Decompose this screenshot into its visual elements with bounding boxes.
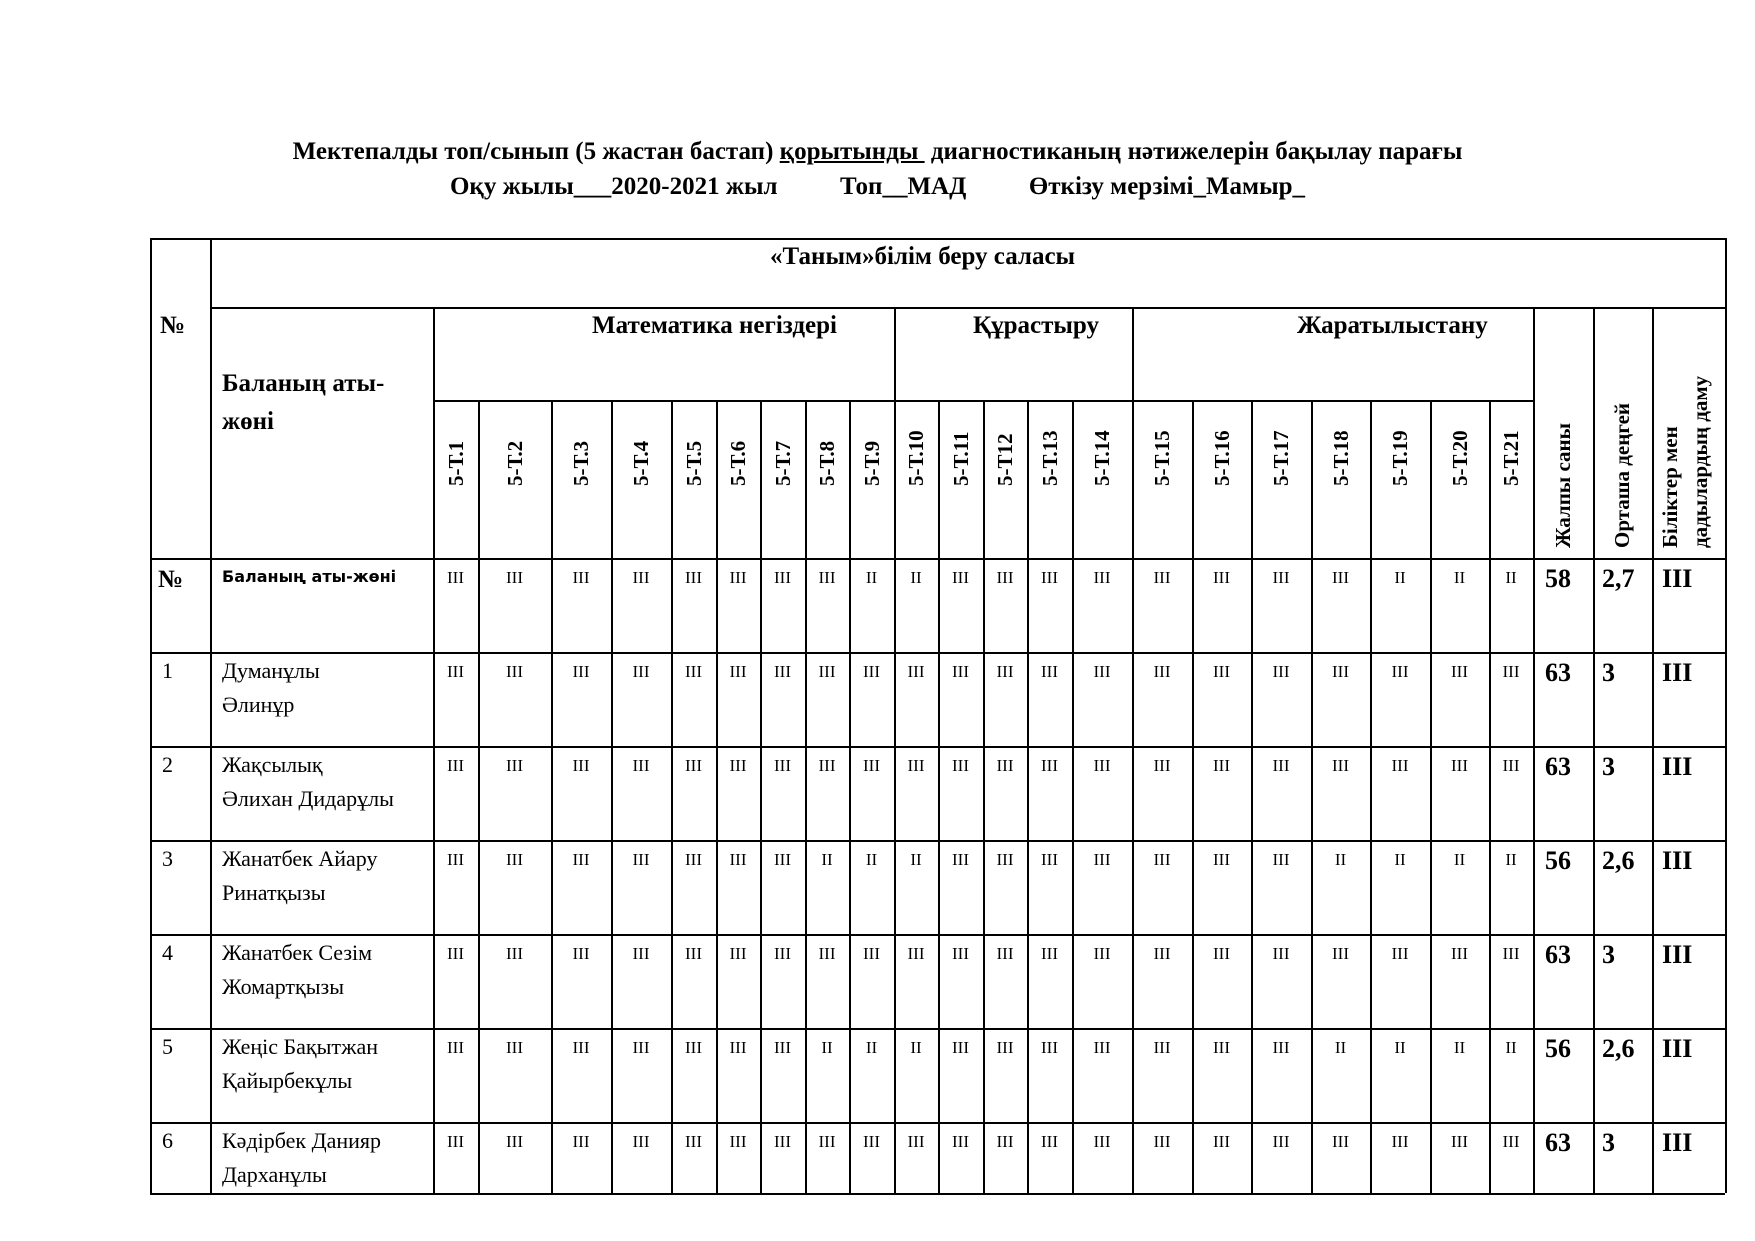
mark-cell: III — [996, 756, 1014, 775]
mark-cell: III — [632, 850, 650, 869]
test-code-header: 5-Т.11 — [948, 431, 973, 486]
mark-cell: III — [506, 756, 523, 775]
mark-cell: II — [865, 568, 878, 587]
mark-cell: II — [1334, 850, 1347, 869]
row-no: 2 — [162, 752, 173, 777]
mark-cell: II — [910, 1038, 922, 1057]
mark-cell: III — [1502, 662, 1520, 681]
row-level: III — [1662, 1128, 1693, 1157]
test-code-header: 5-Т.2 — [502, 440, 527, 486]
mark-cell: III — [907, 944, 925, 963]
mark-cell: III — [447, 944, 464, 963]
mark-cell: III — [952, 1132, 969, 1151]
group-header-math: Математика негіздері — [592, 312, 837, 339]
grid-line — [1027, 400, 1029, 1193]
area-header: «Таным»білім беру саласы — [770, 243, 1076, 270]
grid-line — [1251, 400, 1253, 1193]
mark-cell: III — [447, 756, 464, 775]
grid-line — [210, 238, 212, 1193]
test-code-header: 5-Т.3 — [569, 440, 593, 486]
no-header: № — [160, 312, 186, 339]
row-level: III — [1662, 846, 1693, 875]
mark-cell: III — [572, 662, 590, 681]
mark-cell: III — [818, 756, 836, 775]
mark-cell: III — [1041, 850, 1058, 869]
group-header-construct: Құрастыру — [973, 312, 1100, 339]
grid-line — [1370, 400, 1372, 1193]
mark-cell: III — [1502, 756, 1520, 775]
mark-cell: II — [1394, 568, 1406, 587]
mark-cell: II — [1453, 850, 1466, 869]
mark-cell: II — [1505, 568, 1517, 587]
mark-cell: III — [1093, 1038, 1111, 1057]
total-header: Жалпы саны — [1551, 422, 1575, 548]
mark-cell: III — [1093, 850, 1111, 869]
mark-cell: III — [1502, 944, 1520, 963]
row-level: III — [1662, 940, 1693, 969]
mark-cell: III — [506, 662, 523, 681]
test-code-header: 5-Т.6 — [726, 440, 750, 486]
row-name-line2: Дарханұлы — [222, 1162, 327, 1187]
mark-cell: III — [447, 662, 464, 681]
mark-cell: II — [1394, 850, 1406, 869]
mark-cell: III — [1153, 1038, 1171, 1057]
mark-cell: III — [863, 1132, 880, 1151]
test-code-header: 5-Т.8 — [815, 440, 839, 486]
mark-cell: III — [1041, 1038, 1058, 1057]
mark-cell: III — [632, 756, 650, 775]
row-name-line1: Кәдірбек Данияр — [222, 1128, 382, 1153]
mark-cell: II — [1334, 1038, 1347, 1057]
mark-cell: III — [572, 1132, 590, 1151]
sheet-title — [0, 137, 1755, 167]
grid-line — [849, 400, 851, 1193]
row-no: 5 — [162, 1034, 173, 1059]
mark-cell: II — [1505, 850, 1517, 869]
mark-cell: III — [1041, 568, 1058, 587]
mark-cell: III — [1093, 756, 1111, 775]
mark-cell: III — [863, 756, 880, 775]
mark-cell: III — [506, 850, 523, 869]
grid-line — [1072, 400, 1074, 1193]
mark-cell: III — [447, 850, 464, 869]
mark-cell: III — [863, 662, 880, 681]
mark-cell: III — [1153, 1132, 1171, 1151]
mark-cell: III — [1272, 1132, 1290, 1151]
row-avg: 2,7 — [1602, 564, 1635, 593]
grid-line — [433, 307, 435, 1193]
grid-line — [150, 1193, 1725, 1195]
mark-cell: III — [1391, 662, 1409, 681]
mark-cell: III — [952, 1038, 969, 1057]
row-avg: 3 — [1602, 940, 1615, 969]
mark-cell: III — [1332, 756, 1349, 775]
mark-cell: III — [506, 568, 523, 587]
row-name-line1: Жақсылық — [222, 752, 323, 777]
grid-line — [1430, 400, 1432, 1193]
mark-cell: III — [1093, 944, 1111, 963]
mark-cell: III — [1332, 1132, 1349, 1151]
mark-cell: III — [729, 756, 747, 775]
row-avg: 3 — [1602, 752, 1615, 781]
test-code-header: 5-Т12 — [993, 433, 1017, 486]
row-avg: 3 — [1602, 658, 1615, 687]
mark-cell: III — [685, 1132, 702, 1151]
mark-cell: III — [1153, 850, 1171, 869]
mark-cell: III — [506, 1038, 523, 1057]
mark-cell: III — [729, 1038, 747, 1057]
mark-cell: III — [1041, 944, 1058, 963]
test-code-header: 5-Т.21 — [1499, 430, 1523, 486]
row-level: III — [1662, 1034, 1693, 1063]
row-name-line2: Жомартқызы — [222, 974, 344, 999]
mark-cell: III — [1272, 662, 1290, 681]
grid-line — [210, 307, 1725, 309]
mark-cell: III — [506, 1132, 523, 1151]
mark-cell: III — [572, 1038, 590, 1057]
level-header-line2: дадылардың даму — [1688, 375, 1712, 548]
row-total: 63 — [1545, 940, 1571, 969]
mark-cell: III — [447, 1132, 464, 1151]
title-part-underlined: қорытынды — [779, 138, 925, 165]
row-name-line1: Жанатбек Сезім — [222, 940, 373, 965]
mark-cell: III — [952, 568, 969, 587]
mark-cell: III — [818, 662, 836, 681]
mark-cell: III — [996, 662, 1014, 681]
mark-cell: III — [1272, 756, 1290, 775]
mark-cell: III — [632, 1132, 650, 1151]
mark-cell: III — [1451, 944, 1468, 963]
mark-cell: III — [685, 1038, 702, 1057]
mark-cell: III — [1153, 568, 1171, 587]
mark-cell: III — [1213, 1038, 1230, 1057]
mark-cell: II — [1505, 1038, 1517, 1057]
row-total: 56 — [1545, 1034, 1571, 1063]
row-name-line2: Қайырбекұлы — [222, 1068, 353, 1093]
mark-cell: III — [818, 944, 836, 963]
sheet-subtitle: Оқу жылы___2020-2021 жыл Топ__МАД Өткізу мерзімі_Мамыр_ — [449, 173, 1306, 200]
mark-cell: III — [572, 850, 590, 869]
grid-line — [938, 400, 940, 1193]
mark-cell: II — [910, 568, 922, 587]
mark-cell: III — [1332, 568, 1349, 587]
mark-cell: III — [1213, 756, 1230, 775]
mark-cell: III — [447, 568, 464, 587]
mark-cell: II — [910, 850, 922, 869]
grid-line — [150, 238, 152, 1193]
mark-cell: III — [996, 568, 1014, 587]
row-total: 56 — [1545, 846, 1571, 875]
test-code-header: 5-Т.17 — [1269, 430, 1293, 486]
mark-cell: III — [996, 1132, 1014, 1151]
test-code-header: 5-Т.5 — [681, 440, 706, 486]
row-avg: 3 — [1602, 1128, 1615, 1157]
mark-cell: III — [907, 662, 925, 681]
mark-cell: III — [1153, 944, 1171, 963]
row-avg: 2,6 — [1602, 1034, 1635, 1063]
grid-line — [894, 307, 896, 1193]
mark-cell: III — [632, 1038, 650, 1057]
row-total: 63 — [1545, 1128, 1571, 1157]
mark-cell: III — [952, 850, 969, 869]
mark-cell: III — [1272, 1038, 1290, 1057]
mark-cell: III — [774, 568, 791, 587]
mark-cell: III — [952, 662, 969, 681]
test-code-header: 5-Т.16 — [1209, 430, 1234, 486]
mark-cell: II — [1453, 568, 1466, 587]
mark-cell: III — [1041, 1132, 1058, 1151]
mark-cell: III — [952, 944, 969, 963]
avg-header: Орташа деңгей — [1610, 402, 1634, 548]
grid-line — [805, 400, 807, 1193]
mark-cell: III — [907, 1132, 925, 1151]
grid-line — [1652, 307, 1654, 1193]
mark-cell: III — [1041, 662, 1058, 681]
row-name-line2: Әлихан Дидарұлы — [222, 786, 394, 811]
row-name-line2: Әлинұр — [222, 692, 295, 717]
mark-cell: III — [1213, 568, 1230, 587]
test-code-header: 5-Т.1 — [443, 440, 468, 486]
mark-cell: III — [1213, 944, 1230, 963]
mark-cell: III — [1153, 756, 1171, 775]
test-code-header: 5-Т.18 — [1328, 430, 1353, 486]
mark-cell: III — [447, 1038, 464, 1057]
grid-line — [1132, 307, 1134, 1193]
mark-cell: III — [632, 568, 650, 587]
grid-line — [760, 400, 762, 1193]
row-level: III — [1662, 564, 1693, 593]
title-part-2: диагностиканың нәтижелерін бақылау парағы — [924, 138, 1463, 165]
row-name: Баланың аты-жөні — [222, 567, 397, 586]
mark-cell: III — [1213, 850, 1230, 869]
grid-line — [551, 400, 553, 1193]
mark-cell: III — [774, 850, 791, 869]
mark-cell: III — [1332, 944, 1349, 963]
mark-cell: III — [1391, 756, 1409, 775]
mark-cell: II — [821, 1038, 833, 1057]
name-header-line2: жөні — [222, 408, 274, 435]
mark-cell: III — [1213, 1132, 1230, 1151]
row-total: 63 — [1545, 658, 1571, 687]
row-no: 6 — [162, 1128, 173, 1153]
row-name-line1: Думанұлы — [222, 658, 320, 683]
mark-cell: II — [865, 850, 878, 869]
mark-cell: III — [729, 850, 747, 869]
mark-cell: III — [996, 1038, 1014, 1057]
mark-cell: III — [774, 1038, 791, 1057]
row-no: 3 — [162, 846, 173, 871]
test-code-header: 5-Т.9 — [859, 440, 884, 486]
mark-cell: III — [1041, 756, 1058, 775]
mark-cell: III — [1093, 568, 1111, 587]
mark-cell: III — [1451, 662, 1468, 681]
grid-line — [671, 400, 673, 1193]
mark-cell: III — [1093, 1132, 1111, 1151]
row-no: 4 — [162, 940, 173, 965]
mark-cell: III — [774, 662, 791, 681]
mark-cell: III — [685, 662, 702, 681]
test-code-header: 5-Т.20 — [1447, 430, 1472, 486]
mark-cell: III — [1502, 1132, 1520, 1151]
title-part-1: Мектепалды топ/сынып (5 жастан бастап) — [292, 138, 780, 165]
mark-cell: III — [1451, 1132, 1468, 1151]
row-level: III — [1662, 658, 1693, 687]
mark-cell: III — [1093, 662, 1111, 681]
row-no: 1 — [162, 658, 173, 683]
row-level: III — [1662, 752, 1693, 781]
test-code-header: 5-Т.19 — [1388, 430, 1412, 486]
mark-cell: III — [774, 756, 791, 775]
mark-cell: III — [685, 850, 702, 869]
row-total: 58 — [1545, 564, 1571, 593]
mark-cell: III — [729, 662, 747, 681]
mark-cell: II — [1453, 1038, 1466, 1057]
level-header-line1: Біліктер мен — [1658, 426, 1682, 548]
mark-cell: III — [729, 944, 747, 963]
mark-cell: III — [774, 1132, 791, 1151]
test-code-header: 5-Т.13 — [1037, 430, 1062, 486]
grid-line — [1533, 307, 1535, 1193]
mark-cell: III — [632, 662, 650, 681]
mark-cell: III — [863, 944, 880, 963]
mark-cell: III — [907, 756, 925, 775]
row-name-line1: Жанатбек Айару — [222, 846, 378, 871]
mark-cell: III — [572, 944, 590, 963]
name-header-line1: Баланың аты- — [222, 370, 385, 397]
mark-cell: III — [1272, 944, 1290, 963]
row-name-line1: Жеңіс Бақытжан — [222, 1034, 378, 1059]
mark-cell: III — [996, 850, 1014, 869]
test-code-header: 5-Т.4 — [629, 440, 653, 486]
mark-cell: III — [685, 944, 702, 963]
grid-line — [1725, 238, 1727, 1193]
row-name-line2: Ринатқызы — [222, 880, 326, 905]
mark-cell: III — [1153, 662, 1171, 681]
mark-cell: III — [952, 756, 969, 775]
test-code-header: 5-Т.15 — [1150, 430, 1174, 486]
grid-line — [1311, 400, 1313, 1193]
grid-line — [1593, 307, 1595, 1193]
mark-cell: III — [1272, 850, 1290, 869]
mark-cell: III — [1391, 944, 1409, 963]
mark-cell: II — [865, 1038, 878, 1057]
mark-cell: III — [818, 568, 836, 587]
mark-cell: III — [506, 944, 523, 963]
group-header-nature: Жаратылыстану — [1297, 312, 1488, 339]
grid-line — [983, 400, 985, 1193]
mark-cell: III — [729, 1132, 747, 1151]
mark-cell: III — [1451, 756, 1468, 775]
mark-cell: III — [996, 944, 1014, 963]
mark-cell: III — [1391, 1132, 1409, 1151]
mark-cell: III — [818, 1132, 836, 1151]
mark-cell: III — [774, 944, 791, 963]
mark-cell: III — [685, 568, 702, 587]
mark-cell: III — [572, 756, 590, 775]
mark-cell: III — [1272, 568, 1290, 587]
row-no: № — [158, 566, 184, 593]
mark-cell: III — [729, 568, 747, 587]
mark-cell: II — [821, 850, 833, 869]
mark-cell: III — [1332, 662, 1349, 681]
mark-cell: III — [1213, 662, 1230, 681]
test-code-header: 5-Т.7 — [770, 440, 795, 486]
grid-line — [1192, 400, 1194, 1193]
grid-line — [716, 400, 718, 1193]
mark-cell: III — [685, 756, 702, 775]
row-avg: 2,6 — [1602, 846, 1635, 875]
grid-line — [150, 238, 1725, 240]
row-total: 63 — [1545, 752, 1571, 781]
mark-cell: III — [632, 944, 650, 963]
grid-line — [478, 400, 480, 1193]
mark-cell: III — [572, 568, 590, 587]
grid-line — [611, 400, 613, 1193]
mark-cell: II — [1394, 1038, 1406, 1057]
grid-line — [1489, 400, 1491, 1193]
test-code-header: 5-Т.10 — [904, 430, 928, 486]
test-code-header: 5-Т.14 — [1090, 430, 1114, 486]
